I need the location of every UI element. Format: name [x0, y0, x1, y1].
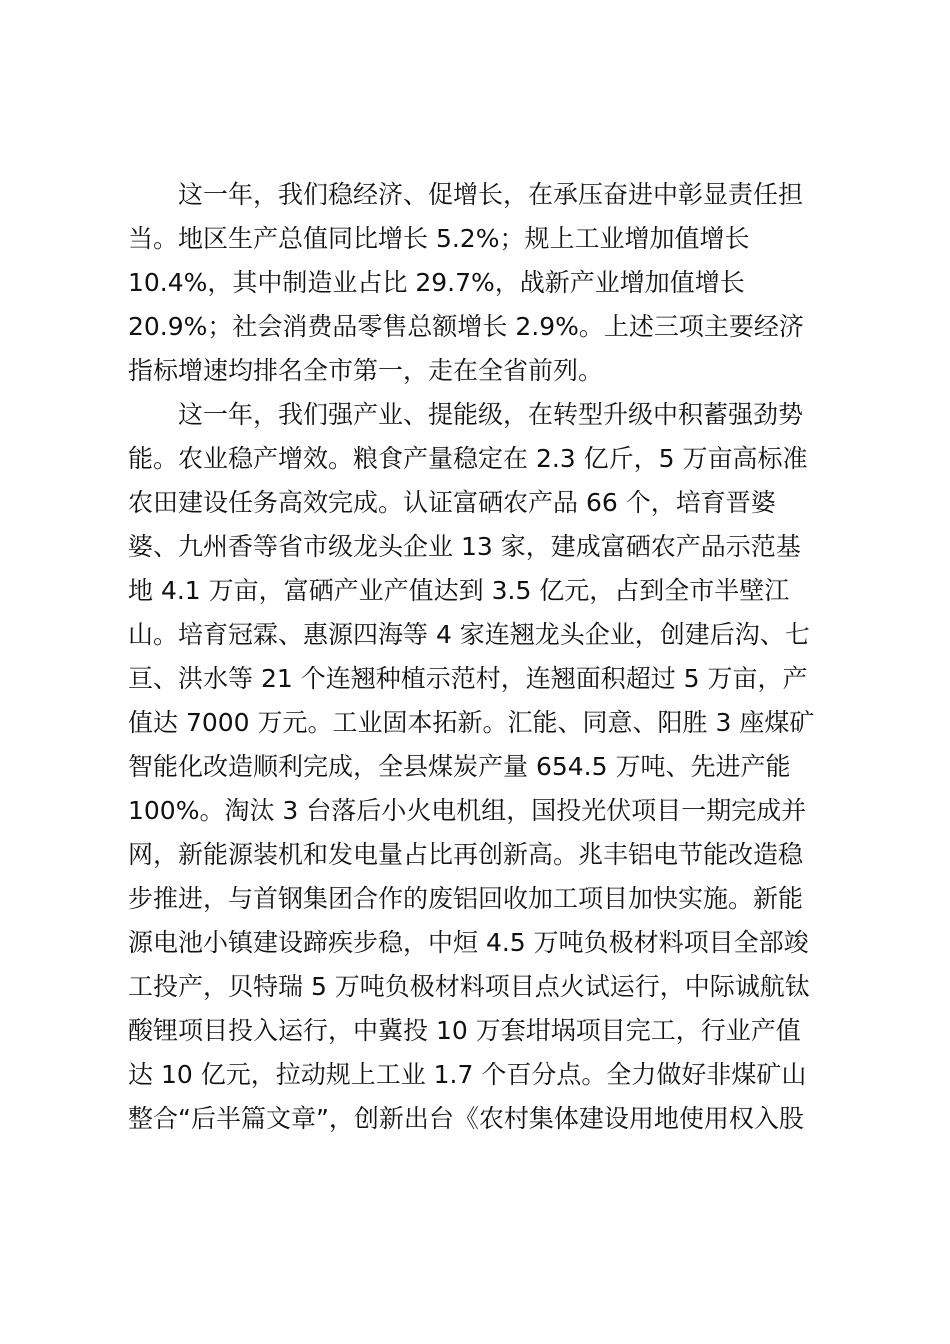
- text-line: 达 10 亿元，拉动规上工业 1.7 个百分点。全力做好非煤矿山: [128, 1060, 807, 1089]
- text-line: 值达 7000 万元。工业固本拓新。汇能、同意、阳胜 3 座煤矿: [128, 708, 815, 737]
- text-line: 这一年，我们强产业、提能级，在转型升级中积蓄强劲势: [178, 400, 804, 429]
- text-line: 酸锂项目投入运行，中冀投 10 万套坩埚项目完工，行业产值: [128, 1016, 801, 1045]
- text-line: 10.4%，其中制造业占比 29.7%，战新产业增加值增长: [128, 268, 745, 297]
- paragraph-economy: [128, 173, 820, 393]
- text-line: 山。培育冠霖、惠源四海等 4 家连翘龙头企业，创建后沟、七: [128, 620, 810, 649]
- text-line: 智能化改造顺利完成，全县煤炭产量 654.5 万吨、先进产能: [128, 752, 791, 781]
- text-line: 整合“后半篇文章”，创新出台《农村集体建设用地使用权入股: [128, 1104, 804, 1133]
- text-line: 能。农业稳产增效。粮食产量稳定在 2.3 亿斤，5 万亩高标准: [128, 444, 808, 473]
- paragraph-industry: [128, 393, 820, 1141]
- text-line: 亘、洪水等 21 个连翘种植示范村，连翘面积超过 5 万亩，产: [128, 664, 808, 693]
- text-line: 网，新能源装机和发电量占比再创新高。兆丰铝电节能改造稳: [128, 840, 804, 869]
- text-line: 农田建设任务高效完成。认证富硒农产品 66 个，培育晋婆: [128, 488, 776, 517]
- text-line: 当。地区生产总值同比增长 5.2%；规上工业增加值增长: [128, 224, 750, 253]
- text-line: 地 4.1 万亩，富硒产业产值达到 3.5 亿元，占到全市半壁江: [128, 576, 790, 605]
- text-line: 步推进，与首钢集团合作的废铝回收加工项目加快实施。新能: [128, 884, 804, 913]
- text-line: 20.9%；社会消费品零售总额增长 2.9%。上述三项主要经济: [128, 312, 804, 341]
- text-line: 婆、九州香等省市级龙头企业 13 家，建成富硒农产品示范基: [128, 532, 801, 561]
- text-line: 指标增速均排名全市第一，走在全省前列。: [128, 356, 604, 385]
- document-body: [128, 173, 820, 1141]
- text-line: 100%。淘汰 3 台落后小火电机组，国投光伏项目一期完成并: [128, 796, 807, 825]
- text-line: 源电池小镇建设蹄疾步稳，中烜 4.5 万吨负极材料项目全部竣: [128, 928, 809, 957]
- text-line: 这一年，我们稳经济、促增长，在承压奋进中彰显责任担: [178, 180, 804, 209]
- text-line: 工投产，贝特瑞 5 万吨负极材料项目点火试运行，中际诚航钛: [128, 972, 810, 1001]
